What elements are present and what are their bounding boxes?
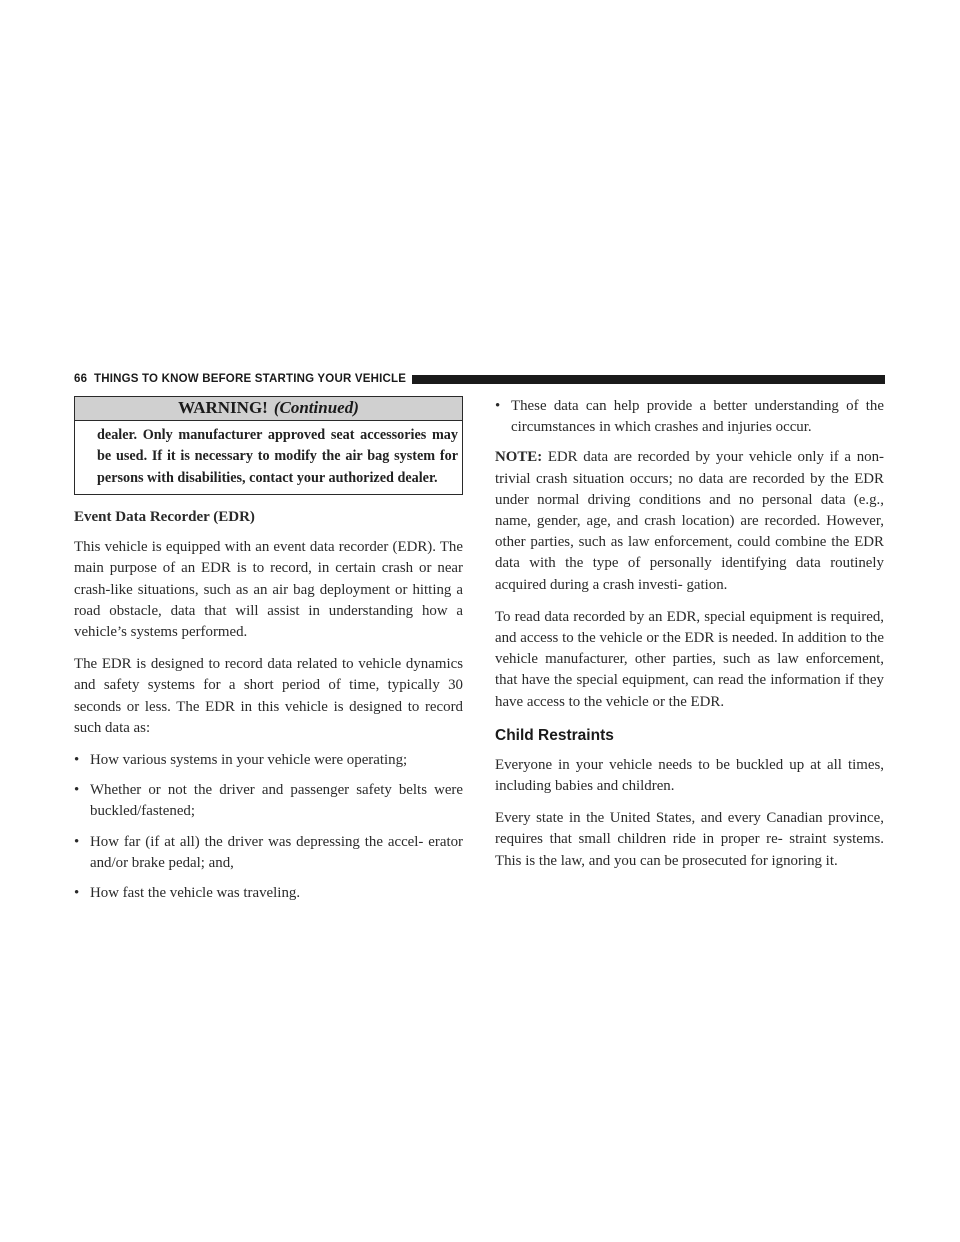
page-header [74, 372, 885, 386]
list-item-text: How far (if at all) the driver was depressing the accel- erator and/or brake pedal; and, [90, 833, 463, 871]
edr-paragraph-2: The EDR is designed to record data related to vehicle dynamics and safety systems for a short period of time, typically 30 seconds or less. The EDR in this vehicle is designed to record such data as: [74, 656, 463, 736]
warning-text: dealer. Only manufacturer approved seat accessories may be used. If it is necessary to modify the air bag system for persons with disabilities, contact your authorized dealer. [97, 427, 458, 486]
warning-continued: (Continued) [273, 398, 359, 417]
warning-header [75, 397, 462, 421]
edr-heading: Event Data Recorder (EDR) [74, 509, 255, 526]
child-paragraph-2: Every state in the United States, and every Canadian province, requires that small children ride in proper re- straint systems. This is the law, and you can be prosecuted for ignoring it. [495, 810, 884, 869]
edr-paragraph-3: To read data recorded by an EDR, special equipment is required, and access to the vehicle or the EDR is needed. In addition to the vehicle manufacturer, other parties, such as law enforcement, that have the special equipment, can read the information if they have access to the vehicle or the EDR. [495, 608, 884, 710]
bullet-glyph: • [74, 752, 80, 769]
list-item-text: These data can help provide a better understanding of the circumstances in which crashes and injuries occur. [511, 398, 884, 436]
bullet-glyph: • [495, 398, 501, 414]
left-column [74, 396, 463, 913]
chapter-title: THINGS TO KNOW BEFORE STARTING YOUR VEHICLE [94, 373, 407, 385]
child-restraints-heading: Child Restraints [495, 726, 614, 744]
child-paragraph-1: Everyone in your vehicle needs to be buckled up at all times, including babies and children. [495, 756, 884, 795]
page-number: 66 [74, 373, 88, 385]
list-item-text: How fast the vehicle was traveling. [90, 885, 301, 902]
header-rule [412, 375, 885, 384]
bullet-glyph: • [74, 782, 80, 799]
note-text: EDR data are recorded by your vehicle only if a non-trivial crash situation occurs; no data are recorded by the EDR under normal driving conditions and no personal data (e.g., name, gender, age, and crash location) are recorded. However, other parties, such as law enforcement, could combine the EDR data with the type of personally identifying data routinely acquired during a crash investi- gation. [495, 449, 884, 593]
list-item-text: Whether or not the driver and passenger safety belts were buckled/fastened; [90, 782, 463, 820]
warning-label: WARNING! [178, 398, 268, 417]
list-item [74, 780, 463, 822]
list-item [74, 750, 463, 771]
list-item [74, 832, 463, 874]
note-paragraph [495, 447, 884, 595]
note-label: NOTE: [495, 449, 543, 466]
list-item-text: How various systems in your vehicle were operating; [90, 752, 408, 769]
list-item [495, 396, 884, 438]
header-title [74, 373, 412, 385]
bullet-glyph: • [74, 833, 80, 850]
warning-box [74, 396, 463, 495]
list-item [74, 883, 463, 904]
edr-paragraph-1: This vehicle is equipped with an event data recorder (EDR). The main purpose of an EDR is to record, in certain crash or near crash-like situations, such as an air bag deployment or hitting a road obstacle, data that will assist in understanding how a vehicle’s systems performed. [74, 539, 463, 641]
bullet-glyph: • [74, 885, 80, 902]
right-column [495, 396, 884, 883]
